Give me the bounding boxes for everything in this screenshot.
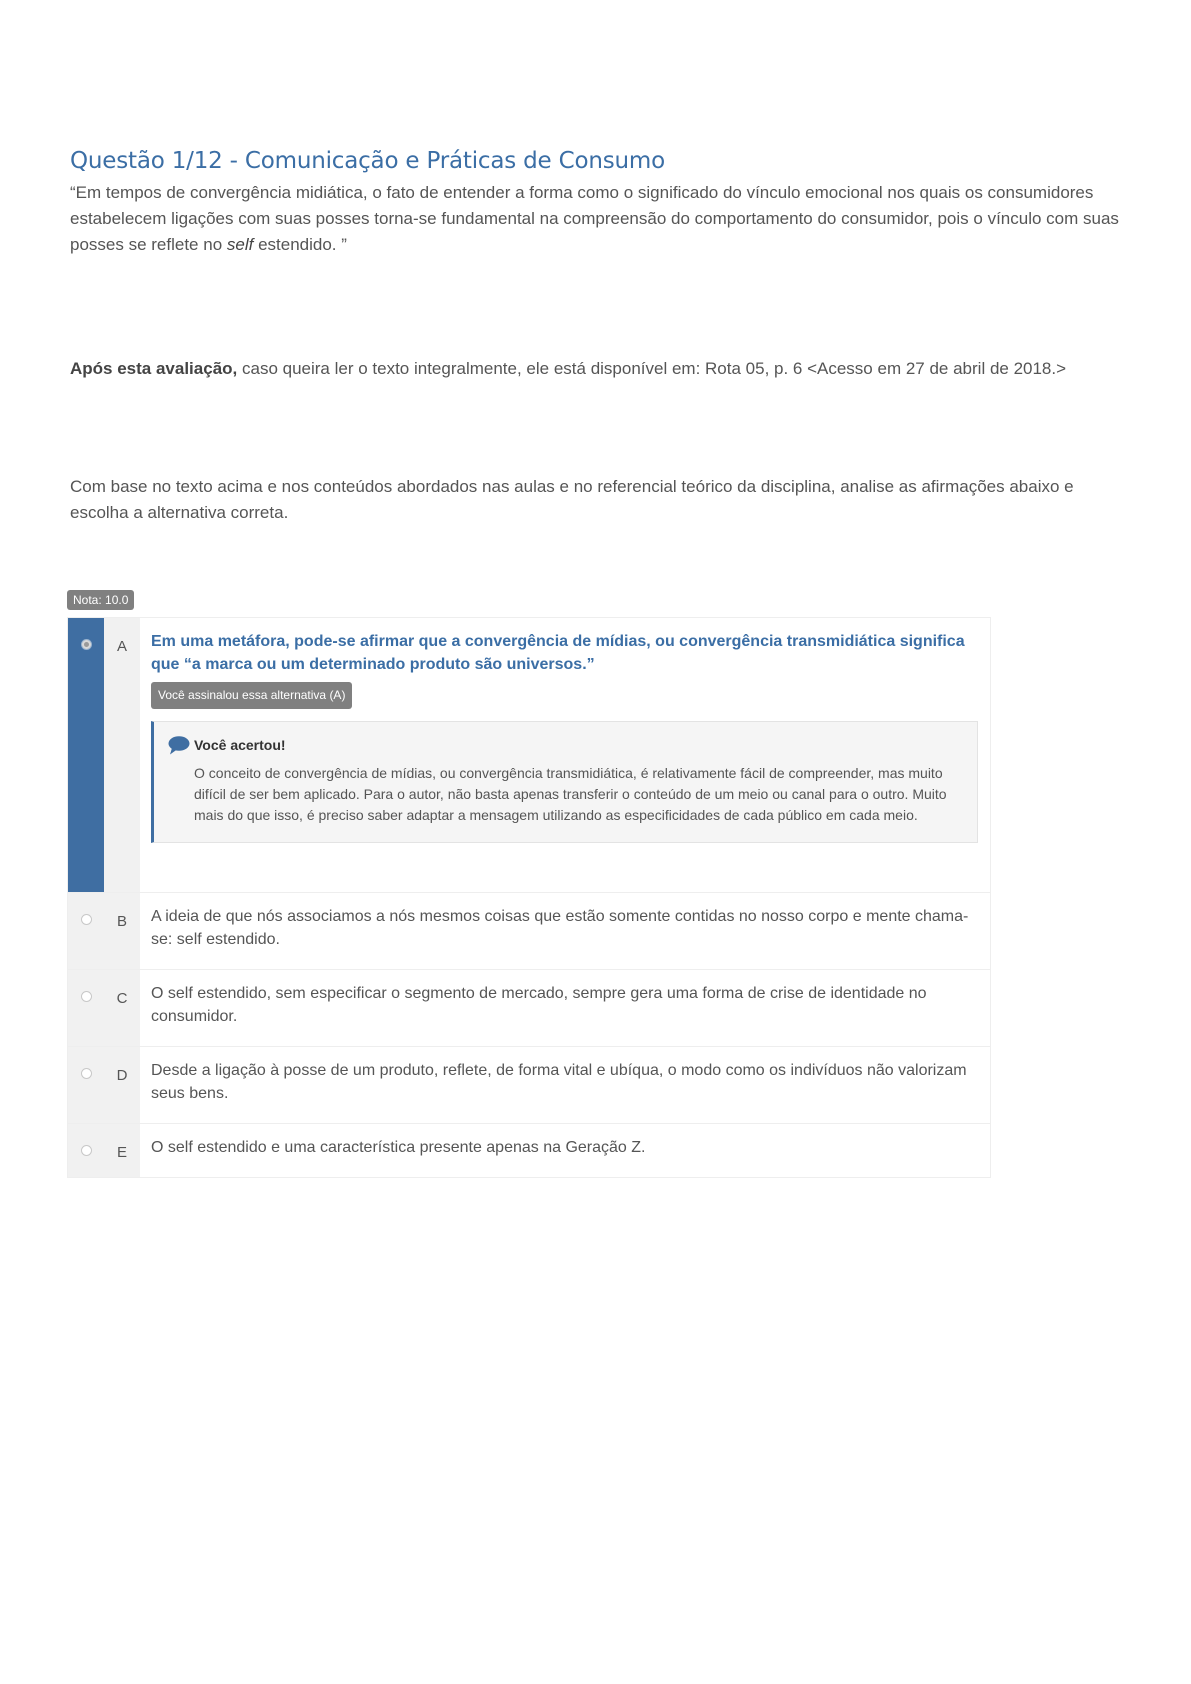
alternative-letter: E	[116, 1144, 127, 1161]
radio-cell	[68, 913, 104, 925]
alternative-gutter	[68, 1124, 140, 1177]
alternative-gutter	[68, 1047, 140, 1123]
alternative-gutter	[68, 970, 140, 1046]
radio-cell	[68, 1144, 104, 1156]
radio-cell	[68, 990, 104, 1002]
radio-icon[interactable]	[81, 1068, 92, 1079]
quote-italic: self	[226, 235, 254, 254]
feedback-box	[151, 721, 978, 843]
alternative-text: Desde a ligação à posse de um produto, reflete, de forma vital e ubíqua, o modo como os indivíduos não valorizam seus bens.	[151, 1062, 967, 1102]
quote-part-2: estendido. ”	[253, 235, 347, 254]
radio-cell	[68, 618, 104, 892]
alternative-letter: D	[116, 1067, 128, 1084]
availability-text: caso queira ler o texto integralmente, ele está disponível em: Rota 05, p. 6 <Acesso em 27 de abril de 2018.>	[237, 359, 1067, 378]
alternative-e[interactable]	[68, 1123, 990, 1177]
alternative-text: O self estendido, sem especificar o segmento de mercado, sempre gera uma forma de crise de identidade no consumidor.	[151, 985, 927, 1025]
quote-part-1: “Em tempos de convergência midiática, o fato de entender a forma como o significado do vínculo emocional nos quais os consumidores estabelecem ligações com suas posses torna-se fundamental na compreensão do comportamento do consumidor, pois o vínculo com suas posses se reflete no	[70, 183, 1119, 254]
alternative-letter: B	[116, 913, 127, 930]
radio-icon[interactable]	[81, 991, 92, 1002]
question-title: Questão 1/12 - Comunicação e Práticas de Consumo	[70, 148, 665, 174]
alternatives-list	[67, 617, 991, 1178]
alternative-b[interactable]	[68, 892, 990, 969]
question-content	[70, 148, 1120, 526]
alternative-text: A ideia de que nós associamos a nós mesmos coisas que estão somente contidas no nosso corpo e mente chama-se: self estendido.	[151, 908, 969, 948]
feedback-text: O conceito de convergência de mídias, ou convergência transmidiática, é relativamente fácil de compreender, mas muito difícil de ser bem aplicado. Para o autor, não basta apenas transferir o conteúdo de um meio ou canal para o outro. Muito mais do que isso, é preciso saber adaptar a mensagem utilizando as especificidades de cada público em cada meio.	[194, 765, 947, 823]
radio-cell	[68, 1067, 104, 1079]
marked-badge: Você assinalou essa alternativa (A)	[151, 682, 352, 709]
grade-badge: Nota: 10.0	[67, 590, 134, 610]
instruction-text: Com base no texto acima e nos conteúdos abordados nas aulas e no referencial teórico da disciplina, analise as afirmações abaixo e escolha a alternativa correta.	[70, 477, 1074, 522]
alternative-gutter	[68, 618, 140, 892]
alternative-text: Em uma metáfora, pode-se afirmar que a convergência de mídias, ou convergência transmidiática significa que “a marca ou um determinado produto são universos.”	[151, 633, 965, 673]
alternative-letter: C	[116, 990, 128, 1007]
alternative-a[interactable]	[68, 618, 990, 892]
feedback-title: Você acertou!	[194, 737, 286, 753]
availability-note	[70, 356, 1120, 382]
radio-icon[interactable]	[81, 914, 92, 925]
alternative-gutter	[68, 893, 140, 969]
radio-icon[interactable]	[81, 1145, 92, 1156]
alternative-body	[140, 618, 990, 892]
alternative-c[interactable]	[68, 969, 990, 1046]
alternative-d[interactable]	[68, 1046, 990, 1123]
alternative-text: O self estendido e uma característica presente apenas na Geração Z.	[151, 1139, 646, 1156]
speech-bubble-icon	[168, 734, 194, 826]
feedback-content	[194, 734, 957, 826]
question-quote	[70, 180, 1120, 258]
radio-selected-icon[interactable]	[81, 639, 92, 650]
availability-bold: Após esta avaliação,	[70, 359, 238, 378]
alternative-letter: A	[116, 638, 127, 655]
